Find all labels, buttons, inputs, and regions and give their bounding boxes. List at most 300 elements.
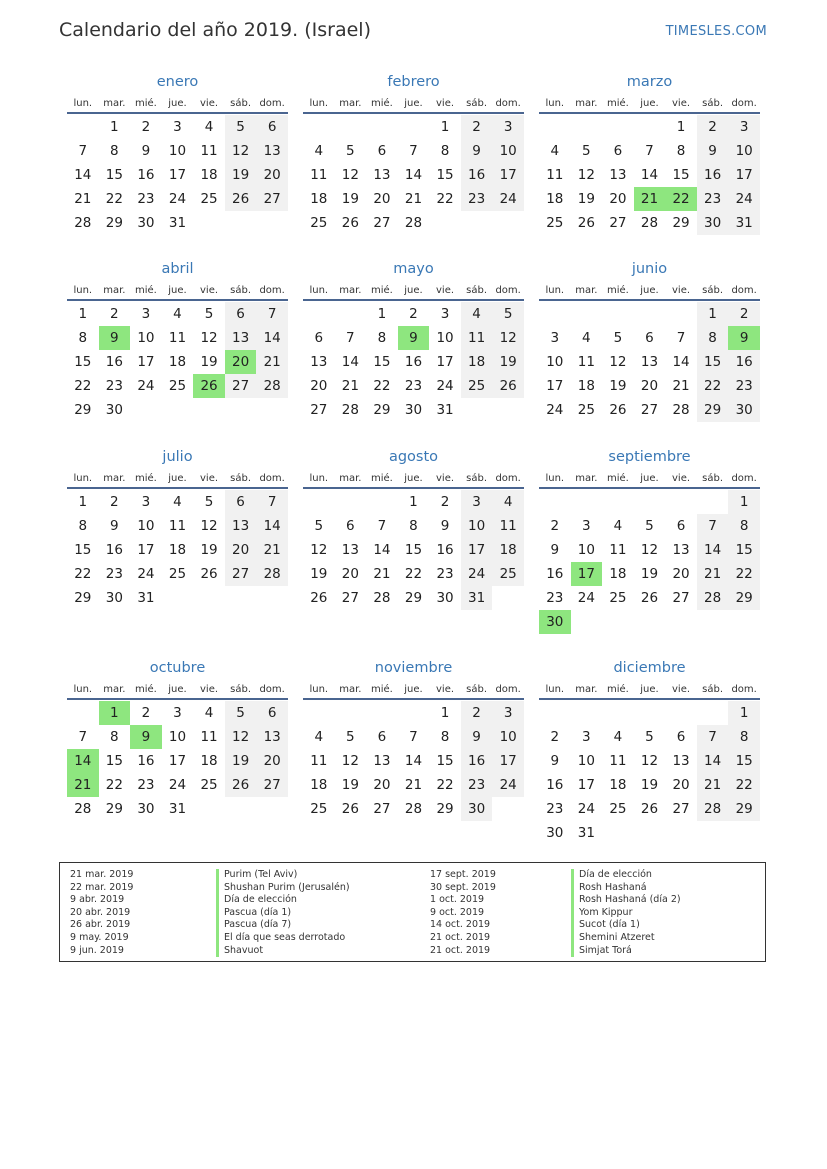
day-cell: 10 bbox=[436, 330, 454, 346]
day-cell: 1 bbox=[728, 490, 760, 514]
day-cell: 1 bbox=[78, 494, 88, 510]
day-cell: 10 bbox=[492, 139, 524, 163]
day-cell: 14 bbox=[640, 167, 659, 183]
day-cell: 29 bbox=[105, 801, 123, 817]
day-cell: 11 bbox=[609, 542, 627, 558]
legend-dates-left bbox=[70, 869, 133, 957]
empty-cell bbox=[602, 115, 634, 139]
legend-names-left bbox=[216, 869, 350, 957]
day-cell: 10 bbox=[546, 354, 564, 370]
weekday-label: dom. bbox=[731, 285, 757, 296]
legend-holiday-name: El día que seas derrotado bbox=[216, 932, 350, 945]
day-cell: 14 bbox=[404, 753, 423, 769]
day-cell: 20 bbox=[256, 749, 288, 773]
day-cell: 8 bbox=[409, 518, 418, 534]
month-name: julio bbox=[162, 449, 193, 465]
legend-date: 22 mar. 2019 bbox=[70, 881, 134, 893]
day-cell: 3 bbox=[582, 518, 591, 534]
weekday-label: mar. bbox=[575, 473, 598, 484]
day-cell: 11 bbox=[461, 326, 493, 350]
day-cell: 22 bbox=[74, 566, 92, 582]
day-cell: 24 bbox=[492, 187, 524, 211]
day-cell: 4 bbox=[173, 494, 182, 510]
month-octubre bbox=[67, 659, 288, 821]
day-grid bbox=[303, 490, 524, 610]
month-name: agosto bbox=[388, 449, 439, 465]
day-cell: 25 bbox=[168, 378, 187, 394]
day-cell: 9 bbox=[550, 542, 560, 558]
day-cell: 18 bbox=[609, 777, 627, 793]
holiday-day-cell: 20 bbox=[225, 350, 257, 374]
weekday-label: lun. bbox=[73, 98, 93, 109]
day-cell: 15 bbox=[697, 350, 729, 374]
day-cell: 25 bbox=[200, 191, 218, 207]
day-cell: 26 bbox=[609, 402, 627, 418]
holiday-day-cell: 9 bbox=[130, 725, 162, 749]
day-cell: 14 bbox=[404, 167, 423, 183]
day-cell: 7 bbox=[409, 729, 418, 745]
empty-cell bbox=[571, 302, 603, 326]
day-cell: 9 bbox=[697, 139, 729, 163]
weekday-label: sáb. bbox=[466, 285, 488, 296]
weekday-label: sáb. bbox=[230, 473, 252, 484]
day-cell: 17 bbox=[137, 542, 155, 558]
day-cell: 11 bbox=[310, 167, 328, 183]
weekday-header bbox=[539, 681, 760, 700]
day-cell: 20 bbox=[225, 538, 257, 562]
day-cell: 4 bbox=[550, 143, 560, 159]
weekday-label: mié. bbox=[134, 285, 157, 296]
day-cell: 24 bbox=[577, 801, 595, 817]
day-cell: 24 bbox=[546, 402, 564, 418]
empty-cell bbox=[398, 701, 430, 725]
legend-date: 21 oct. 2019 bbox=[430, 931, 491, 943]
weekday-label: jue. bbox=[640, 684, 659, 695]
day-grid bbox=[539, 490, 760, 634]
day-cell: 22 bbox=[436, 777, 454, 793]
day-cell: 10 bbox=[137, 330, 155, 346]
day-cell: 22 bbox=[697, 374, 729, 398]
day-cell: 8 bbox=[728, 514, 760, 538]
day-cell: 29 bbox=[373, 402, 391, 418]
day-cell: 12 bbox=[492, 326, 524, 350]
weekday-header bbox=[303, 681, 524, 700]
day-cell: 22 bbox=[404, 566, 423, 582]
day-cell: 3 bbox=[728, 115, 760, 139]
weekday-label: vie. bbox=[436, 285, 455, 296]
day-cell: 7 bbox=[377, 518, 387, 534]
empty-cell bbox=[539, 302, 571, 326]
empty-cell bbox=[571, 115, 603, 139]
day-cell: 19 bbox=[310, 566, 328, 582]
day-cell: 8 bbox=[377, 330, 387, 346]
weekday-label: sáb. bbox=[702, 285, 724, 296]
weekday-label: jue. bbox=[404, 473, 423, 484]
month-diciembre bbox=[539, 659, 760, 845]
day-cell: 24 bbox=[137, 566, 155, 582]
holiday-day-cell: 17 bbox=[571, 562, 603, 586]
day-cell: 18 bbox=[310, 777, 328, 793]
legend-holiday-name: Rosh Hashaná (día 2) bbox=[571, 894, 681, 907]
day-cell: 4 bbox=[173, 306, 182, 322]
legend-date: 26 abr. 2019 bbox=[70, 919, 131, 931]
day-cell: 20 bbox=[672, 566, 690, 582]
weekday-label: vie. bbox=[672, 285, 691, 296]
day-cell: 5 bbox=[645, 518, 654, 534]
day-cell: 5 bbox=[492, 302, 524, 326]
day-cell: 15 bbox=[105, 167, 123, 183]
weekday-label: dom. bbox=[731, 473, 757, 484]
day-cell: 30 bbox=[105, 590, 123, 606]
day-cell: 12 bbox=[341, 167, 359, 183]
day-cell: 11 bbox=[546, 167, 564, 183]
day-cell: 1 bbox=[728, 701, 760, 725]
month-mayo bbox=[303, 260, 524, 422]
day-cell: 29 bbox=[436, 801, 454, 817]
month-name: octubre bbox=[149, 660, 206, 676]
day-cell: 15 bbox=[373, 354, 391, 370]
weekday-header bbox=[67, 95, 288, 114]
day-cell: 16 bbox=[105, 354, 123, 370]
holiday-day-cell: 22 bbox=[665, 187, 697, 211]
day-cell: 11 bbox=[200, 729, 218, 745]
day-cell: 17 bbox=[546, 378, 564, 394]
weekday-label: jue. bbox=[640, 285, 659, 296]
day-cell: 31 bbox=[436, 402, 454, 418]
day-cell: 30 bbox=[404, 402, 423, 418]
day-cell: 12 bbox=[200, 518, 218, 534]
empty-cell bbox=[571, 490, 603, 514]
day-cell: 30 bbox=[728, 398, 760, 422]
weekday-label: lun. bbox=[309, 285, 329, 296]
day-grid bbox=[67, 490, 288, 610]
day-cell: 29 bbox=[105, 215, 123, 231]
weekday-label: mié. bbox=[134, 684, 157, 695]
empty-cell bbox=[335, 490, 367, 514]
day-cell: 10 bbox=[577, 542, 595, 558]
day-cell: 18 bbox=[168, 354, 187, 370]
day-cell: 16 bbox=[137, 167, 155, 183]
day-cell: 18 bbox=[577, 378, 595, 394]
legend-holiday-name: Pascua (día 7) bbox=[216, 919, 350, 932]
empty-cell bbox=[366, 490, 398, 514]
month-name: noviembre bbox=[374, 660, 453, 676]
day-cell: 5 bbox=[613, 330, 623, 346]
day-cell: 21 bbox=[373, 566, 391, 582]
day-cell: 26 bbox=[225, 187, 257, 211]
empty-cell bbox=[539, 701, 571, 725]
day-cell: 21 bbox=[672, 378, 690, 394]
weekday-label: lun. bbox=[545, 98, 565, 109]
weekday-header bbox=[303, 282, 524, 301]
weekday-label: sáb. bbox=[466, 98, 488, 109]
day-cell: 5 bbox=[225, 115, 257, 139]
legend-holiday-name: Pascua (día 1) bbox=[216, 907, 350, 920]
weekday-header bbox=[67, 470, 288, 489]
day-cell: 16 bbox=[404, 354, 423, 370]
holiday-legend bbox=[59, 862, 766, 962]
day-cell: 23 bbox=[461, 187, 493, 211]
month-abril bbox=[67, 260, 288, 422]
weekday-label: mar. bbox=[575, 98, 598, 109]
weekday-label: dom. bbox=[259, 473, 285, 484]
month-name: marzo bbox=[626, 74, 673, 90]
day-cell: 4 bbox=[204, 119, 214, 135]
day-cell: 19 bbox=[225, 163, 257, 187]
day-cell: 25 bbox=[609, 801, 627, 817]
day-cell: 4 bbox=[492, 490, 524, 514]
day-cell: 12 bbox=[225, 725, 257, 749]
day-cell: 26 bbox=[341, 801, 359, 817]
weekday-label: mar. bbox=[339, 285, 362, 296]
empty-cell bbox=[697, 490, 729, 514]
month-julio bbox=[67, 448, 288, 610]
day-cell: 24 bbox=[492, 773, 524, 797]
day-cell: 31 bbox=[168, 215, 187, 231]
day-cell: 9 bbox=[440, 518, 450, 534]
day-cell: 12 bbox=[640, 542, 659, 558]
day-cell: 26 bbox=[640, 590, 659, 606]
day-cell: 9 bbox=[461, 725, 493, 749]
weekday-label: mar. bbox=[103, 473, 126, 484]
legend-date: 21 mar. 2019 bbox=[70, 869, 134, 880]
day-cell: 27 bbox=[310, 402, 328, 418]
day-cell: 15 bbox=[74, 542, 92, 558]
day-cell: 8 bbox=[676, 143, 686, 159]
weekday-label: mar. bbox=[339, 473, 362, 484]
weekday-label: sáb. bbox=[230, 98, 252, 109]
day-cell: 20 bbox=[256, 163, 288, 187]
empty-cell bbox=[634, 115, 666, 139]
day-cell: 11 bbox=[492, 514, 524, 538]
day-cell: 28 bbox=[697, 797, 729, 821]
empty-cell bbox=[602, 302, 634, 326]
day-cell: 6 bbox=[676, 518, 686, 534]
legend-holiday-name: Rosh Hashaná bbox=[571, 882, 681, 895]
day-cell: 15 bbox=[436, 167, 454, 183]
weekday-label: lun. bbox=[73, 473, 93, 484]
day-grid bbox=[539, 302, 760, 422]
day-cell: 17 bbox=[492, 749, 524, 773]
day-cell: 27 bbox=[341, 590, 359, 606]
day-cell: 28 bbox=[74, 801, 92, 817]
day-cell: 28 bbox=[697, 586, 729, 610]
day-cell: 23 bbox=[137, 191, 155, 207]
weekday-label: mié. bbox=[606, 285, 629, 296]
weekday-label: mié. bbox=[370, 473, 393, 484]
day-cell: 23 bbox=[436, 566, 454, 582]
day-cell: 12 bbox=[577, 167, 595, 183]
weekday-label: sáb. bbox=[466, 684, 488, 695]
day-cell: 15 bbox=[74, 354, 92, 370]
day-grid bbox=[303, 115, 524, 235]
day-cell: 5 bbox=[346, 729, 355, 745]
day-cell: 11 bbox=[168, 518, 187, 534]
month-febrero bbox=[303, 73, 524, 235]
day-cell: 11 bbox=[168, 330, 187, 346]
weekday-label: mar. bbox=[575, 684, 598, 695]
month-septiembre bbox=[539, 448, 760, 634]
empty-cell bbox=[67, 115, 99, 139]
day-cell: 21 bbox=[404, 191, 423, 207]
day-cell: 27 bbox=[256, 187, 288, 211]
day-cell: 16 bbox=[697, 163, 729, 187]
day-cell: 16 bbox=[137, 753, 155, 769]
day-cell: 19 bbox=[225, 749, 257, 773]
day-cell: 16 bbox=[461, 163, 493, 187]
day-cell: 24 bbox=[728, 187, 760, 211]
holiday-day-cell: 30 bbox=[539, 610, 571, 634]
day-cell: 4 bbox=[461, 302, 493, 326]
weekday-label: sáb. bbox=[230, 684, 252, 695]
legend-date: 21 oct. 2019 bbox=[430, 944, 491, 956]
day-cell: 27 bbox=[373, 215, 391, 231]
empty-cell bbox=[602, 490, 634, 514]
day-cell: 14 bbox=[341, 354, 359, 370]
weekday-label: lun. bbox=[545, 473, 565, 484]
day-cell: 20 bbox=[310, 378, 328, 394]
day-cell: 3 bbox=[550, 330, 560, 346]
day-cell: 11 bbox=[200, 143, 218, 159]
day-cell: 20 bbox=[672, 777, 690, 793]
day-cell: 8 bbox=[697, 326, 729, 350]
empty-cell bbox=[303, 115, 335, 139]
day-cell: 15 bbox=[404, 542, 423, 558]
weekday-label: lun. bbox=[309, 98, 329, 109]
day-cell: 13 bbox=[225, 514, 257, 538]
day-grid bbox=[539, 115, 760, 235]
day-cell: 10 bbox=[168, 143, 187, 159]
weekday-label: mié. bbox=[370, 285, 393, 296]
day-cell: 14 bbox=[373, 542, 391, 558]
day-cell: 6 bbox=[613, 143, 623, 159]
day-cell: 25 bbox=[492, 562, 524, 586]
day-cell: 25 bbox=[546, 215, 564, 231]
day-cell: 6 bbox=[346, 518, 355, 534]
day-cell: 4 bbox=[314, 143, 324, 159]
day-cell: 1 bbox=[676, 119, 686, 135]
weekday-label: jue. bbox=[640, 473, 659, 484]
day-grid bbox=[303, 701, 524, 821]
day-cell: 27 bbox=[609, 215, 627, 231]
day-cell: 13 bbox=[609, 167, 627, 183]
weekday-label: vie. bbox=[200, 473, 219, 484]
month-name: diciembre bbox=[613, 660, 686, 676]
weekday-header bbox=[67, 282, 288, 301]
weekday-header bbox=[67, 681, 288, 700]
day-cell: 8 bbox=[78, 518, 88, 534]
month-name: abril bbox=[161, 261, 194, 277]
month-junio bbox=[539, 260, 760, 422]
day-cell: 22 bbox=[436, 191, 454, 207]
day-cell: 14 bbox=[672, 354, 690, 370]
day-cell: 6 bbox=[314, 330, 324, 346]
day-cell: 22 bbox=[105, 777, 123, 793]
day-cell: 21 bbox=[74, 191, 92, 207]
day-grid bbox=[303, 302, 524, 422]
empty-cell bbox=[571, 701, 603, 725]
day-cell: 16 bbox=[728, 350, 760, 374]
day-cell: 25 bbox=[310, 801, 328, 817]
weekday-label: lun. bbox=[309, 473, 329, 484]
page-title: Calendario del año 2019. (Israel) bbox=[59, 19, 371, 41]
day-cell: 18 bbox=[492, 538, 524, 562]
weekday-label: mar. bbox=[339, 98, 362, 109]
day-cell: 27 bbox=[672, 590, 690, 606]
day-cell: 28 bbox=[373, 590, 391, 606]
day-cell: 24 bbox=[168, 777, 187, 793]
day-cell: 22 bbox=[728, 773, 760, 797]
weekday-header bbox=[303, 95, 524, 114]
empty-cell bbox=[335, 302, 367, 326]
empty-cell bbox=[335, 701, 367, 725]
day-grid bbox=[67, 115, 288, 235]
day-cell: 7 bbox=[697, 725, 729, 749]
legend-holiday-name: Día de elección bbox=[571, 869, 681, 882]
weekday-label: jue. bbox=[404, 285, 423, 296]
day-cell: 5 bbox=[645, 729, 654, 745]
day-cell: 13 bbox=[373, 167, 391, 183]
day-cell: 1 bbox=[110, 119, 119, 135]
day-cell: 7 bbox=[78, 729, 88, 745]
day-cell: 29 bbox=[404, 590, 423, 606]
day-cell: 1 bbox=[377, 306, 387, 322]
weekday-label: vie. bbox=[200, 98, 219, 109]
day-cell: 2 bbox=[141, 119, 151, 135]
day-cell: 19 bbox=[640, 566, 659, 582]
day-cell: 20 bbox=[373, 777, 391, 793]
day-cell: 31 bbox=[461, 586, 493, 610]
day-cell: 10 bbox=[137, 518, 155, 534]
legend-date: 9 oct. 2019 bbox=[430, 906, 485, 918]
weekday-label: sáb. bbox=[702, 684, 724, 695]
day-cell: 13 bbox=[672, 542, 690, 558]
weekday-label: vie. bbox=[672, 473, 691, 484]
day-cell: 7 bbox=[78, 143, 88, 159]
day-cell: 5 bbox=[225, 701, 257, 725]
day-cell: 5 bbox=[314, 518, 324, 534]
day-cell: 16 bbox=[105, 542, 123, 558]
day-cell: 18 bbox=[200, 167, 218, 183]
day-cell: 8 bbox=[110, 143, 119, 159]
day-cell: 23 bbox=[546, 801, 564, 817]
day-cell: 26 bbox=[577, 215, 595, 231]
weekday-label: jue. bbox=[168, 473, 187, 484]
day-cell: 6 bbox=[676, 729, 686, 745]
holiday-day-cell: 9 bbox=[99, 326, 131, 350]
weekday-label: dom. bbox=[259, 98, 285, 109]
weekday-label: lun. bbox=[309, 684, 329, 695]
empty-cell bbox=[634, 701, 666, 725]
day-cell: 2 bbox=[461, 701, 493, 725]
day-cell: 7 bbox=[256, 302, 288, 326]
day-cell: 29 bbox=[672, 215, 690, 231]
weekday-label: mar. bbox=[575, 285, 598, 296]
weekday-label: mié. bbox=[134, 98, 157, 109]
day-cell: 25 bbox=[461, 374, 493, 398]
weekday-label: dom. bbox=[495, 98, 521, 109]
day-cell: 28 bbox=[404, 801, 423, 817]
weekday-label: dom. bbox=[731, 684, 757, 695]
legend-names-right bbox=[571, 869, 681, 957]
day-cell: 31 bbox=[137, 590, 155, 606]
day-grid bbox=[67, 701, 288, 821]
day-cell: 6 bbox=[377, 729, 387, 745]
weekday-label: dom. bbox=[495, 684, 521, 695]
site-link[interactable]: TIMESLES.COM bbox=[665, 24, 767, 39]
day-cell: 4 bbox=[613, 518, 623, 534]
day-cell: 4 bbox=[582, 330, 591, 346]
